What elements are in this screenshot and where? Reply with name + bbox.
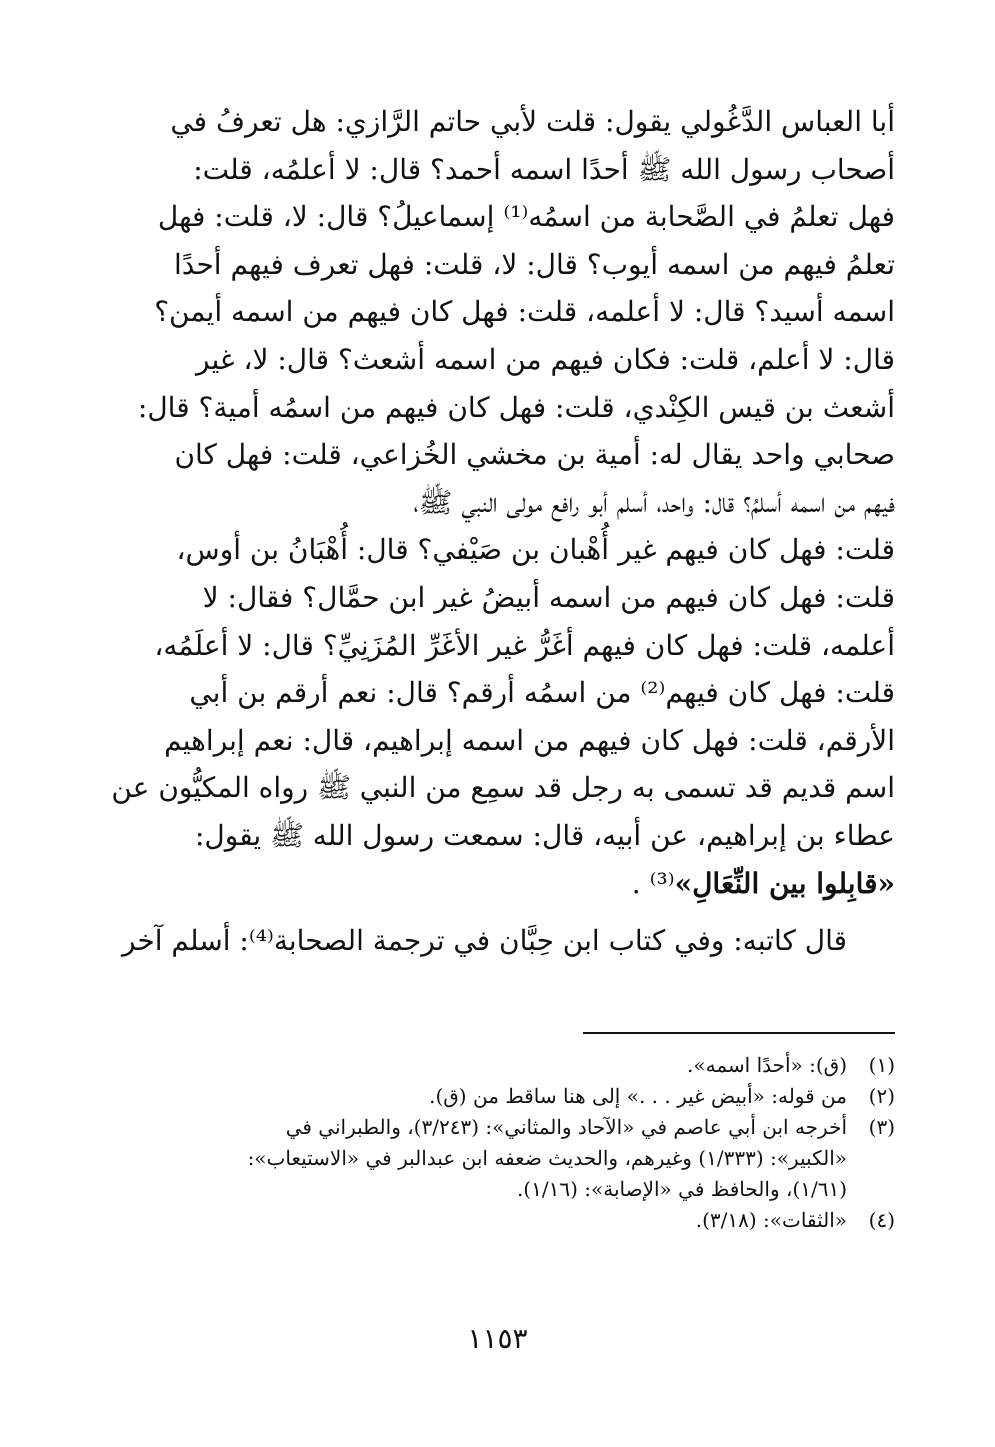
- footnote-line: من قوله: «أبيض غير . . .» إلى هنا ساقط من (ق).: [429, 1084, 847, 1108]
- footnote-number: (٣): [868, 1115, 895, 1139]
- text-line: قلت: فهل كان فيهم⁽²⁾ من اسمُه أرقم؟ قال: نعم أرقم بن أبي: [189, 676, 895, 710]
- footnote-marker: ⁽³⁾: [649, 866, 675, 900]
- text-line-final: قال كاتبه: وفي كتاب ابن حِبَّان في ترجمة الصحابة⁽⁴⁾: أسلم آخر: [121, 924, 847, 958]
- footnote-line: «الثقات»: (٣/١٨).: [695, 1208, 847, 1232]
- text-line: فيهم من اسمه أسلمُ؟ قال: واحد، أسلم أبو رافع مولى النبي ﷺ،: [413, 485, 895, 519]
- text-line: أعلمه، قلت: فهل كان فيهم أغَرُّ غير الأغَرِّ المُزَنِيِّ؟ قال: لا أعلَمُه،: [154, 628, 895, 662]
- footnote-line: (ق): «أحدًا اسمه».: [687, 1053, 847, 1077]
- footnote-number: (٤): [868, 1208, 895, 1232]
- footnote-line: «الكبير»: (١/٣٣٣) وغيرهم، والحديث ضعفه ابن عبدالبر في «الاستيعاب»:: [247, 1146, 847, 1170]
- text-line: أصحاب رسول الله ﷺ أحدًا اسمه أحمد؟ قال: لا أعلمُه، قلت:: [193, 152, 895, 186]
- footnote-text: [100, 1050, 847, 1081]
- text-line: عطاء بن إبراهيم، عن أبيه، قال: سمعت رسول الله ﷺ يقول:: [194, 818, 895, 852]
- footnote-number: (٢): [868, 1084, 895, 1108]
- footnote-4: [100, 1205, 895, 1236]
- text-line: قلت: فهل كان فيهم من اسمه أبيضُ غير ابن حمَّال؟ فقال: لا: [202, 580, 895, 614]
- footnote-line: أخرجه ابن أبي عاصم في «الآحاد والمثاني»: (٣/٢٤٣)، والطبراني في: [285, 1115, 847, 1139]
- text-line: اسمه أسيد؟ قال: لا أعلمه، قلت: فهل كان فيهم من اسمه أيمن؟: [154, 295, 895, 329]
- text-line: قال: لا أعلم، قلت: فكان فيهم من اسمه أشعث؟ قال: لا، غير: [196, 342, 895, 376]
- footnote-3: [100, 1112, 895, 1205]
- footnote-divider: [583, 1032, 895, 1034]
- footnote-line: (١/٦١)، والحافظ في «الإصابة»: (١/١٦).: [516, 1177, 847, 1201]
- main-text: [100, 98, 895, 965]
- hadith-end: .: [631, 866, 641, 900]
- footnotes: [100, 1050, 895, 1236]
- footnote-number: (١): [868, 1053, 895, 1077]
- footnote-1: [100, 1050, 895, 1081]
- text-line: الأرقم، قلت: فهل كان فيهم من اسمه إبراهيم، قال: نعم إبراهيم: [164, 723, 895, 757]
- text-line: فهل تعلمُ في الصَّحابة من اسمُه⁽¹⁾ إسماعيلُ؟ قال: لا، قلت: فهل: [157, 200, 895, 234]
- footnote-text: [100, 1081, 847, 1112]
- text-line: أبا العباس الدَّغُولي يقول: قلت لأبي حاتم الرَّازي: هل تعرفُ في: [170, 105, 895, 138]
- hadith-line: [100, 860, 895, 908]
- text-line: قلت: فهل كان فيهم غير أُهْبان بن صَيْفي؟ قال: أُهْبَانُ بن أوس،: [176, 533, 895, 567]
- footnote-text: [100, 1205, 847, 1236]
- footnote-text: [100, 1112, 847, 1205]
- text-line: اسم قديم قد تسمى به رجل قد سمِع من النبي ﷺ رواه المكيُّون عن: [111, 771, 895, 805]
- page-number: ١١٥٣: [467, 1322, 528, 1355]
- text-line: صحابي واحد يقال له: أمية بن مخشي الخُزاعي، قلت: فهل كان: [174, 438, 895, 472]
- paragraph-gap: [100, 907, 895, 917]
- text-line: أشعث بن قيس الكِنْدي، قلت: فهل كان فيهم من اسمُه أمية؟ قال:: [137, 390, 895, 424]
- text-line: تعلمُ فيهم من اسمه أيوب؟ قال: لا، قلت: فهل تعرف فيهم أحدًا: [174, 247, 895, 281]
- hadith-quote: «قابِلوا بين النِّعَالِ»: [674, 866, 895, 900]
- footnote-2: [100, 1081, 895, 1112]
